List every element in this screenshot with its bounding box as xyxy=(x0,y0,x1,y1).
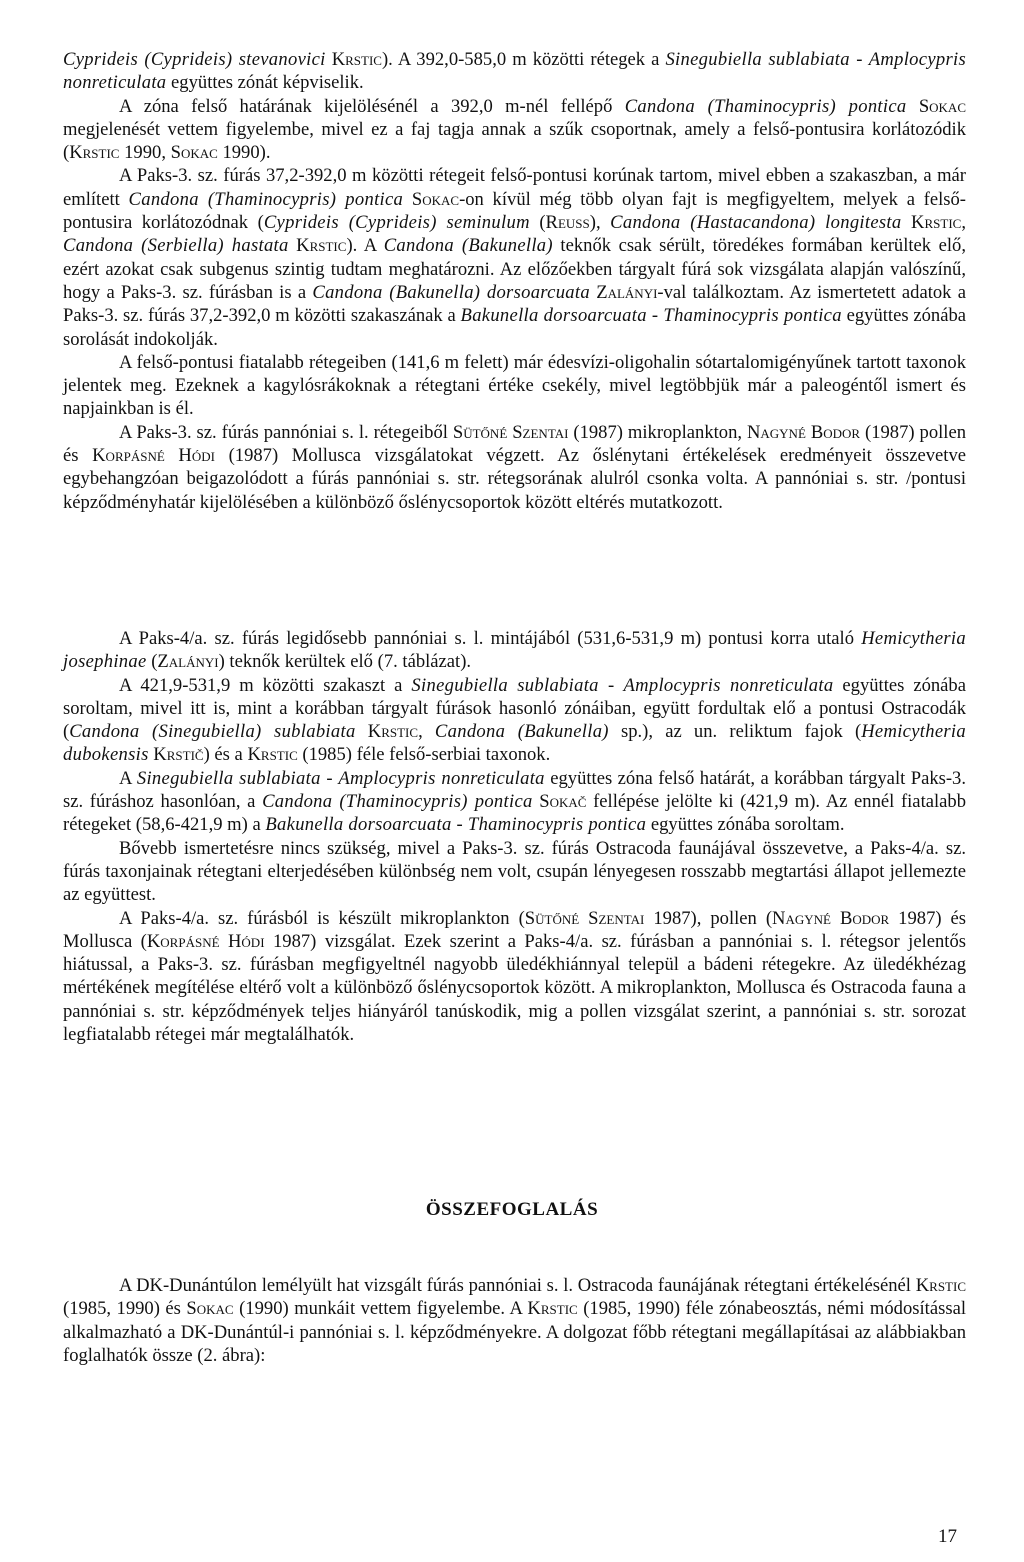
taxon-name: Candona (Bakunella) xyxy=(383,235,553,257)
author-name: Reuss xyxy=(545,212,590,234)
text-run: A felső-pontusi fiatalabb rétegeiben (141,6 m felett) már édesvízi-oligohalin sótartalomigényűnek tartott taxonok jelentek meg. Ezeknek a kagylósrákoknak a rétegtani értéke csekély, mivel legtöbbjük már a paleogéntől ismert és napjainkban is él. xyxy=(63,351,966,420)
paragraph xyxy=(63,351,966,421)
text-run: együttes zóna felső határát, a korábban tárgyalt Paks-3. sz. fúráshoz hasonlóan, a xyxy=(63,767,966,813)
text-run: -val találkoztam. Az ismertetett adatok a Paks-3. sz. fúrás 37,2-392,0 m közötti szakaszának a xyxy=(63,281,966,327)
author-name: Krstic xyxy=(331,49,382,70)
text-run: A Paks-4/a. sz. fúrás legidősebb pannóniai s. l. mintájából (531,6-531,9 m) pontusi korra utaló xyxy=(119,628,862,649)
text-run: ). A 392,0-585,0 m közötti rétegek a xyxy=(381,49,666,70)
taxon-name: Hemicytheria dubokensis xyxy=(63,721,966,766)
paragraph xyxy=(63,164,966,350)
text-run: , xyxy=(961,212,966,234)
text-run: A Paks-3. sz. fúrás pannóniai s. l. rétegeiből xyxy=(119,421,453,443)
text-run: A 421,9-531,9 m közötti szakaszt a xyxy=(119,674,412,696)
taxon-name: Hemicytheria josephinae xyxy=(63,628,966,673)
body-text-block-top xyxy=(63,48,966,514)
text-run: ( xyxy=(529,212,546,234)
text-run: együttes zónát képviselik. xyxy=(166,72,364,94)
author-name: Zalányi xyxy=(157,651,219,673)
author-name: Sütőné Szentai xyxy=(524,907,645,929)
taxon-name: Candona (Bakunella) xyxy=(434,721,609,743)
author-name: Krstic xyxy=(915,1275,966,1296)
paragraph xyxy=(63,627,966,674)
author-name: Krstic xyxy=(296,235,347,257)
text-run: (1987) pollen és xyxy=(63,421,967,467)
author-name: Krstic xyxy=(247,744,298,766)
text-run xyxy=(403,189,412,210)
author-name: Krstic xyxy=(911,212,962,234)
taxon-name: Bakunella dorsoarcuata - Thaminocypris pontica xyxy=(265,814,647,836)
text-run: együttes zónába sorolását indokolják. xyxy=(63,305,966,350)
paragraph xyxy=(63,421,966,514)
text-run: A Paks-4/a. sz. fúrásból is készült mikroplankton ( xyxy=(119,907,525,929)
paragraph xyxy=(63,767,966,837)
paragraph xyxy=(63,48,966,95)
text-run: együttes zónába soroltam, mivel itt is, mint a korábban tárgyalt fúrások hasonló zónáiban, együtt fordultak elő a pontusi Ostracodák ( xyxy=(63,674,966,743)
page-number: 17 xyxy=(938,1526,957,1547)
author-name: Korpásné Hódi xyxy=(92,445,215,467)
text-run: ) és a xyxy=(203,744,248,766)
text-run: ), xyxy=(589,212,611,234)
text-run: teknők csak sérült, töredékes formában kerültek elő, ezért azokat csak subgenus szintig tudtam meghatározni. Az előzőekben tárgyalt fúrá sok vizsgálata alapján valószínű, hogy a Paks-3. sz. fúrásban is a xyxy=(63,235,966,303)
paragraph xyxy=(63,1274,966,1367)
author-name: Sokac xyxy=(170,142,218,164)
text-run: (1990) munkáit vettem figyelembe. A xyxy=(233,1298,528,1320)
text-run: megjelenését vettem figyelembe, mivel ez a faj tagja annak a szűk csoportnak, amely a felső-pontusira korlátozódik ( xyxy=(63,118,966,164)
taxon-name: Sinegubiella sublabiata - Amplocypris nonreticulata xyxy=(63,49,967,94)
text-run: Bővebb ismertetésre nincs szükség, mivel a Paks-3. sz. fúrás Ostracoda faunájával összevetve, a Paks-4/a. sz. fúrás taxonjainak rétegtani elterjedésében különbség nem volt, csupán lényegesen rosszabb megtartási állapot jellemezte az együttest. xyxy=(63,837,966,906)
text-run: A Paks-3. sz. fúrás 37,2-392,0 m közötti rétegeit felső-pontusi korúnak tartom, mivel ebben a szakaszban, a már említett xyxy=(63,165,966,210)
text-run: 1987), pollen ( xyxy=(644,907,773,929)
taxon-name: Candona (Thaminocypris) pontica xyxy=(262,791,533,813)
author-name: Sokač xyxy=(539,791,587,813)
taxon-name: Candona (Thaminocypris) pontica xyxy=(624,95,907,117)
paragraph xyxy=(63,674,966,767)
text-run: ( xyxy=(146,651,158,673)
author-name: Krstic xyxy=(527,1298,578,1320)
paragraph xyxy=(63,837,966,907)
taxon-name: Cyprideis (Cyprideis) stevanovici xyxy=(63,49,326,70)
text-run xyxy=(356,721,368,742)
taxon-name: Cyprideis (Cyprideis) seminulum xyxy=(263,212,530,234)
text-run: (1985, 1990) féle zónabeosztás, némi módosítással alkalmazható a DK-Dunántúl-i pannóniai s. l. képződményekre. A dolgozat főbb rétegtani megállapításai az alábbiakban foglalhatók össze (2. ábra): xyxy=(63,1298,966,1366)
text-run: (1985, 1990) és xyxy=(63,1298,187,1320)
author-name: Nagyné Bodor xyxy=(772,907,890,929)
text-run: -on kívül még több olyan fajt is megfigyeltem, melyek a felső-pontusira korlátozódnak ( xyxy=(63,188,966,234)
text-run: 1987) vizsgálat. Ezek szerint a Paks-4/a. sz. fúrásban a pannóniai s. l. rétegsor jelentős hiátussal, a Paks-3. sz. fúrásban megfigyeltnél nagyobb üledékhiánnyal települ a bádeni rétegekre. Az üledékhézag mértékének megítélése eltérő volt a különböző őslénycsoportok között. A mikroplankton, Mollusca és Ostracoda fauna a pannóniai s. str. képződmények teljes hiányáról tanúskodik, mig a pollen vizsgálat szerint, a pannóniai s. str. sorozat legfiatalabb rétegei már megtalálhatók. xyxy=(63,930,966,1046)
text-run: A zóna felső határának kijelölésénél a 392,0 m-nél fellépő xyxy=(119,95,625,117)
taxon-name: Sinegubiella sublabiata - Amplocypris nonreticulata xyxy=(411,674,834,696)
author-name: Sokac xyxy=(918,95,966,117)
text-run: (1987) mikroplankton, xyxy=(568,421,747,443)
text-run xyxy=(902,212,912,233)
text-run: ). A xyxy=(346,235,384,257)
text-run xyxy=(907,96,919,117)
text-run: A xyxy=(119,767,137,789)
body-text-block-middle xyxy=(63,627,966,1046)
author-name: Nagyné Bodor xyxy=(746,421,861,443)
author-name: Krstič xyxy=(153,744,204,766)
author-name: Sokac xyxy=(411,188,460,210)
text-run: (1985) féle felső-serbiai taxonok. xyxy=(297,744,551,766)
taxon-name: Candona (Hastacandona) longitesta xyxy=(610,212,902,234)
text-run: 1987) és Mollusca ( xyxy=(63,907,967,952)
text-run: A DK-Dunántúlon lemélyült hat vizsgált fúrás pannóniai s. l. Ostracoda faunájának rétegtani értékelésénél xyxy=(119,1275,916,1296)
author-name: Krstic xyxy=(367,721,419,743)
section-heading: ÖSSZEFOGLALÁS xyxy=(425,1199,599,1220)
paragraph xyxy=(63,907,966,1047)
author-name: Korpásné Hódi xyxy=(146,930,265,952)
text-run: együttes zónába soroltam. xyxy=(646,814,845,836)
text-run: fellépése jelölte ki (421,9 m). Az ennél fiatalabb rétegeket (58,6-421,9 m) a xyxy=(63,791,966,836)
author-name: Sokac xyxy=(186,1298,234,1320)
taxon-name: Sinegubiella sublabiata - Amplocypris nonreticulata xyxy=(136,767,545,789)
text-run: , xyxy=(418,721,435,743)
taxon-name: Candona (Thaminocypris) pontica xyxy=(128,188,404,210)
text-run: ) teknők kerültek elő (7. táblázat). xyxy=(218,651,472,673)
author-name: Krstic xyxy=(69,142,120,164)
paragraph xyxy=(63,95,966,165)
taxon-name: Bakunella dorsoarcuata - Thaminocypris pontica xyxy=(460,305,842,327)
summary-text-block xyxy=(63,1274,966,1367)
text-run: (1987) Mollusca vizsgálatokat végzett. Az őslénytani értékelések eredményeit összevetve egybehangzóan beigazolódott a fúrás pannóniai s. str. rétegsorának alulról csonka volta. A pannóniai s. str. /pontusi képződményhatár kijelölésében a különböző őslénycsoportok között eltérés mutatkozott. xyxy=(63,445,966,513)
author-name: Sütőné Szentai xyxy=(452,421,569,443)
text-run: 1990). xyxy=(217,142,271,164)
taxon-name: Candona (Bakunella) dorsoarcuata xyxy=(312,281,590,303)
text-run: 1990, xyxy=(119,142,171,164)
author-name: Zalányi xyxy=(596,281,658,303)
taxon-name: Candona (Serbiella) hastata xyxy=(63,235,289,257)
taxon-name: Candona (Sinegubiella) sublabiata xyxy=(69,721,356,743)
text-run: sp.), az un. reliktum fajok ( xyxy=(608,721,862,743)
